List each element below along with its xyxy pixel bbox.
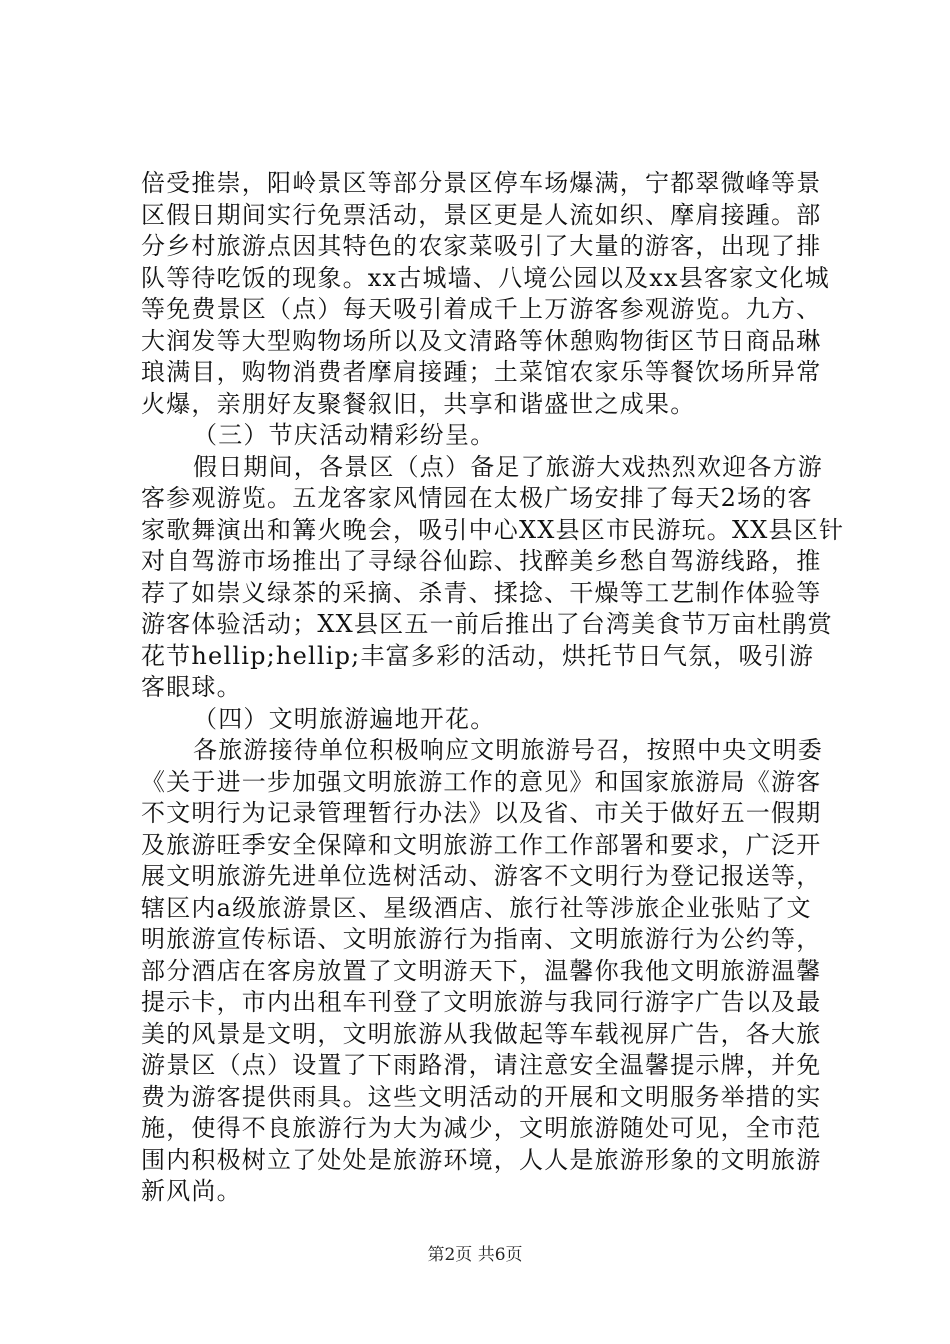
text-line: 对自驾游市场推出了寻绿谷仙踪、找醉美乡愁自驾游线路，推	[141, 547, 822, 575]
text-line: 队等待吃饭的现象。xx古城墙、八境公园以及xx县客家文化城	[141, 263, 830, 292]
text-line: 等免费景区（点）每天吸引着成千上万游客参观游览。九方、	[141, 295, 822, 323]
text-line: 提示卡，市内出租车刊登了文明旅游与我同行游字广告以及最	[141, 988, 822, 1016]
text-line: 展文明旅游先进单位选树活动、游客不文明行为登记报送等，	[141, 862, 822, 890]
text-line: 游客体验活动；XX县区五一前后推出了台湾美食节万亩杜鹃赏	[141, 610, 833, 638]
text-line: 区假日期间实行免票活动，景区更是人流如织、摩肩接踵。部	[141, 200, 822, 229]
text-line: 客眼球。	[141, 673, 242, 701]
section-heading: （三）节庆活动精彩纷呈。	[193, 421, 496, 449]
text-line: 辖区内a级旅游景区、星级酒店、旅行社等涉旅企业张贴了文	[141, 893, 812, 922]
text-line: 大润发等大型购物场所以及文清路等休憩购物街区节日商品琳	[141, 326, 822, 355]
text-line: 及旅游旺季安全保障和文明旅游工作工作部署和要求，广泛开	[141, 830, 822, 859]
text-line: 家歌舞演出和篝火晚会，吸引中心XX县区市民游玩。XX县区针	[141, 515, 845, 544]
text-line: 各旅游接待单位积极响应文明旅游号召，按照中央文明委	[193, 736, 823, 764]
section-heading: （四）文明旅游遍地开花。	[193, 704, 496, 733]
text-line: 围内积极树立了处处是旅游环境，人人是旅游形象的文明旅游	[141, 1145, 822, 1174]
text-line: 分乡村旅游点因其特色的农家菜吸引了大量的游客，出现了排	[141, 232, 822, 260]
text-line: 新风尚。	[141, 1177, 242, 1205]
text-line: 明旅游宣传标语、文明旅游行为指南、文明旅游行为公约等，	[141, 925, 822, 953]
text-line: 费为游客提供雨具。这些文明活动的开展和文明服务举措的实	[141, 1082, 822, 1111]
text-line: 假日期间，各景区（点）备足了旅游大戏热烈欢迎各方游	[193, 452, 823, 481]
text-line: 不文明行为记录管理暂行办法》以及省、市关于做好五一假期	[141, 799, 822, 827]
text-line: 花节hellip;hellip;丰富多彩的活动，烘托节日气氛，吸引游	[141, 641, 815, 670]
text-line: 倍受推崇，阳岭景区等部分景区停车场爆满，宁都翠微峰等景	[141, 169, 822, 197]
text-line: 部分酒店在客房放置了文明游天下，温馨你我他文明旅游温馨	[141, 956, 822, 985]
text-line: 琅满目，购物消费者摩肩接踵；土菜馆农家乐等餐饮场所异常	[141, 358, 822, 386]
text-line: 游景区（点）设置了下雨路滑，请注意安全温馨提示牌，并免	[141, 1051, 822, 1079]
page-footer: 第2页 共6页	[427, 1245, 523, 1265]
text-line: 客参观游览。五龙客家风情园在太极广场安排了每天2场的客	[141, 484, 813, 512]
text-line: 荐了如崇义绿茶的采摘、杀青、揉捻、干燥等工艺制作体验等	[141, 578, 822, 607]
text-line: 施，使得不良旅游行为大为减少，文明旅游随处可见，全市范	[141, 1114, 822, 1142]
text-line: 美的风景是文明，文明旅游从我做起等车载视屏广告，各大旅	[141, 1019, 822, 1048]
text-line: 《关于进一步加强文明旅游工作的意见》和国家旅游局《游客	[141, 767, 822, 796]
text-line: 火爆，亲朋好友聚餐叙旧，共享和谐盛世之成果。	[141, 389, 696, 418]
